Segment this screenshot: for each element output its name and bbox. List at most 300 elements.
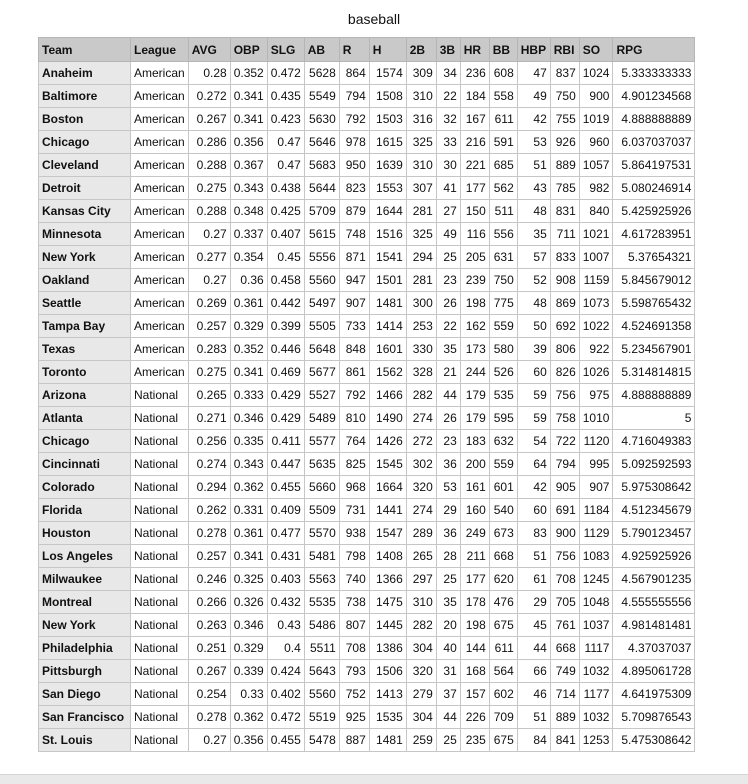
value-cell[interactable]: 0.425 [267, 200, 304, 223]
value-cell[interactable]: 0.399 [267, 315, 304, 338]
value-cell[interactable]: 0.341 [230, 108, 267, 131]
value-cell[interactable]: 25 [436, 246, 460, 269]
value-cell[interactable]: 1426 [369, 430, 406, 453]
value-cell[interactable]: 1386 [369, 637, 406, 660]
value-cell[interactable]: 0.278 [188, 706, 230, 729]
value-cell[interactable]: 5677 [304, 361, 339, 384]
value-cell[interactable]: 5643 [304, 660, 339, 683]
value-cell[interactable]: 5.598765432 [613, 292, 695, 315]
value-cell[interactable]: 0.356 [230, 131, 267, 154]
value-cell[interactable]: 198 [460, 292, 489, 315]
league-cell[interactable]: National [131, 407, 189, 430]
value-cell[interactable]: 0.267 [188, 108, 230, 131]
value-cell[interactable]: 685 [489, 154, 517, 177]
value-cell[interactable]: 5635 [304, 453, 339, 476]
value-cell[interactable]: 4.888888889 [613, 108, 695, 131]
value-cell[interactable]: 4.555555556 [613, 591, 695, 614]
value-cell[interactable]: 758 [550, 407, 579, 430]
value-cell[interactable]: 179 [460, 384, 489, 407]
value-cell[interactable]: 580 [489, 338, 517, 361]
team-cell[interactable]: Chicago [39, 430, 131, 453]
value-cell[interactable]: 476 [489, 591, 517, 614]
value-cell[interactable]: 711 [550, 223, 579, 246]
value-cell[interactable]: 864 [339, 62, 369, 85]
value-cell[interactable]: 1481 [369, 292, 406, 315]
value-cell[interactable]: 0.262 [188, 499, 230, 522]
value-cell[interactable]: 0.275 [188, 361, 230, 384]
value-cell[interactable]: 1019 [579, 108, 613, 131]
value-cell[interactable]: 281 [406, 200, 436, 223]
value-cell[interactable]: 167 [460, 108, 489, 131]
value-cell[interactable]: 1508 [369, 85, 406, 108]
value-cell[interactable]: 5481 [304, 545, 339, 568]
value-cell[interactable]: 0.263 [188, 614, 230, 637]
value-cell[interactable]: 4.716049383 [613, 430, 695, 453]
value-cell[interactable]: 708 [339, 637, 369, 660]
value-cell[interactable]: 33 [436, 131, 460, 154]
value-cell[interactable]: 0.278 [188, 522, 230, 545]
team-cell[interactable]: Montreal [39, 591, 131, 614]
value-cell[interactable]: 0.362 [230, 706, 267, 729]
value-cell[interactable]: 0.333 [230, 384, 267, 407]
value-cell[interactable]: 0.27 [188, 729, 230, 752]
value-cell[interactable]: 831 [550, 200, 579, 223]
value-cell[interactable]: 4.895061728 [613, 660, 695, 683]
value-cell[interactable]: 20 [436, 614, 460, 637]
value-cell[interactable]: 0.435 [267, 85, 304, 108]
value-cell[interactable]: 5556 [304, 246, 339, 269]
column-header-avg[interactable]: AVG [188, 38, 230, 62]
value-cell[interactable]: 810 [339, 407, 369, 430]
value-cell[interactable]: 48 [517, 292, 550, 315]
value-cell[interactable]: 6.037037037 [613, 131, 695, 154]
value-cell[interactable]: 310 [406, 591, 436, 614]
value-cell[interactable]: 289 [406, 522, 436, 545]
value-cell[interactable]: 0.254 [188, 683, 230, 706]
column-header-league[interactable]: League [131, 38, 189, 62]
value-cell[interactable]: 0.356 [230, 729, 267, 752]
value-cell[interactable]: 35 [436, 591, 460, 614]
value-cell[interactable]: 84 [517, 729, 550, 752]
value-cell[interactable]: 177 [460, 177, 489, 200]
value-cell[interactable]: 32 [436, 108, 460, 131]
value-cell[interactable]: 1481 [369, 729, 406, 752]
value-cell[interactable]: 5.864197531 [613, 154, 695, 177]
value-cell[interactable]: 64 [517, 453, 550, 476]
value-cell[interactable]: 908 [550, 269, 579, 292]
value-cell[interactable]: 0.325 [230, 568, 267, 591]
value-cell[interactable]: 0.257 [188, 315, 230, 338]
league-cell[interactable]: American [131, 315, 189, 338]
value-cell[interactable]: 1253 [579, 729, 613, 752]
value-cell[interactable]: 116 [460, 223, 489, 246]
value-cell[interactable]: 25 [436, 568, 460, 591]
team-cell[interactable]: Boston [39, 108, 131, 131]
value-cell[interactable]: 0.341 [230, 361, 267, 384]
value-cell[interactable]: 44 [517, 637, 550, 660]
team-cell[interactable]: Toronto [39, 361, 131, 384]
value-cell[interactable]: 5 [613, 407, 695, 430]
value-cell[interactable]: 5509 [304, 499, 339, 522]
value-cell[interactable]: 675 [489, 729, 517, 752]
value-cell[interactable]: 558 [489, 85, 517, 108]
value-cell[interactable]: 1574 [369, 62, 406, 85]
value-cell[interactable]: 785 [550, 177, 579, 200]
value-cell[interactable]: 1032 [579, 660, 613, 683]
value-cell[interactable]: 45 [517, 614, 550, 637]
value-cell[interactable]: 591 [489, 131, 517, 154]
value-cell[interactable]: 297 [406, 568, 436, 591]
value-cell[interactable]: 907 [339, 292, 369, 315]
column-header-r[interactable]: R [339, 38, 369, 62]
value-cell[interactable]: 511 [489, 200, 517, 223]
value-cell[interactable]: 675 [489, 614, 517, 637]
value-cell[interactable]: 960 [579, 131, 613, 154]
value-cell[interactable]: 731 [339, 499, 369, 522]
value-cell[interactable]: 51 [517, 706, 550, 729]
value-cell[interactable]: 1022 [579, 315, 613, 338]
value-cell[interactable]: 44 [436, 706, 460, 729]
value-cell[interactable]: 21 [436, 361, 460, 384]
value-cell[interactable]: 200 [460, 453, 489, 476]
value-cell[interactable]: 0.275 [188, 177, 230, 200]
value-cell[interactable]: 29 [436, 499, 460, 522]
team-cell[interactable]: Pittsburgh [39, 660, 131, 683]
value-cell[interactable]: 0.36 [230, 269, 267, 292]
column-header-3b[interactable]: 3B [436, 38, 460, 62]
value-cell[interactable]: 1547 [369, 522, 406, 545]
value-cell[interactable]: 905 [550, 476, 579, 499]
value-cell[interactable]: 1615 [369, 131, 406, 154]
value-cell[interactable]: 708 [550, 568, 579, 591]
value-cell[interactable]: 0.423 [267, 108, 304, 131]
value-cell[interactable]: 0.458 [267, 269, 304, 292]
value-cell[interactable]: 668 [489, 545, 517, 568]
value-cell[interactable]: 325 [406, 223, 436, 246]
league-cell[interactable]: American [131, 246, 189, 269]
value-cell[interactable]: 0.341 [230, 545, 267, 568]
value-cell[interactable]: 1021 [579, 223, 613, 246]
team-cell[interactable]: Kansas City [39, 200, 131, 223]
value-cell[interactable]: 0.361 [230, 522, 267, 545]
league-cell[interactable]: American [131, 361, 189, 384]
value-cell[interactable]: 826 [550, 361, 579, 384]
value-cell[interactable]: 35 [517, 223, 550, 246]
value-cell[interactable]: 752 [339, 683, 369, 706]
team-cell[interactable]: Philadelphia [39, 637, 131, 660]
value-cell[interactable]: 807 [339, 614, 369, 637]
value-cell[interactable]: 823 [339, 177, 369, 200]
value-cell[interactable]: 0.337 [230, 223, 267, 246]
value-cell[interactable]: 1441 [369, 499, 406, 522]
value-cell[interactable]: 0.329 [230, 637, 267, 660]
value-cell[interactable]: 559 [489, 315, 517, 338]
team-cell[interactable]: Cincinnati [39, 453, 131, 476]
value-cell[interactable]: 1503 [369, 108, 406, 131]
league-cell[interactable]: National [131, 499, 189, 522]
value-cell[interactable]: 526 [489, 361, 517, 384]
value-cell[interactable]: 235 [460, 729, 489, 752]
value-cell[interactable]: 761 [550, 614, 579, 637]
value-cell[interactable]: 302 [406, 453, 436, 476]
value-cell[interactable]: 274 [406, 499, 436, 522]
value-cell[interactable]: 5.234567901 [613, 338, 695, 361]
value-cell[interactable]: 5.092592593 [613, 453, 695, 476]
value-cell[interactable]: 244 [460, 361, 489, 384]
value-cell[interactable]: 1553 [369, 177, 406, 200]
value-cell[interactable]: 1466 [369, 384, 406, 407]
value-cell[interactable]: 150 [460, 200, 489, 223]
value-cell[interactable]: 0.343 [230, 453, 267, 476]
value-cell[interactable]: 1366 [369, 568, 406, 591]
value-cell[interactable]: 168 [460, 660, 489, 683]
value-cell[interactable]: 5630 [304, 108, 339, 131]
value-cell[interactable]: 0.267 [188, 660, 230, 683]
value-cell[interactable]: 540 [489, 499, 517, 522]
value-cell[interactable]: 806 [550, 338, 579, 361]
value-cell[interactable]: 1414 [369, 315, 406, 338]
value-cell[interactable]: 5.314814815 [613, 361, 695, 384]
value-cell[interactable]: 5644 [304, 177, 339, 200]
team-cell[interactable]: Los Angeles [39, 545, 131, 568]
value-cell[interactable]: 1048 [579, 591, 613, 614]
league-cell[interactable]: American [131, 338, 189, 361]
value-cell[interactable]: 0.33 [230, 683, 267, 706]
league-cell[interactable]: National [131, 453, 189, 476]
value-cell[interactable]: 889 [550, 706, 579, 729]
value-cell[interactable]: 59 [517, 384, 550, 407]
value-cell[interactable]: 162 [460, 315, 489, 338]
value-cell[interactable]: 775 [489, 292, 517, 315]
value-cell[interactable]: 5527 [304, 384, 339, 407]
column-header-so[interactable]: SO [579, 38, 613, 62]
value-cell[interactable]: 756 [550, 384, 579, 407]
value-cell[interactable]: 259 [406, 729, 436, 752]
value-cell[interactable]: 1516 [369, 223, 406, 246]
value-cell[interactable]: 239 [460, 269, 489, 292]
value-cell[interactable]: 178 [460, 591, 489, 614]
value-cell[interactable]: 1117 [579, 637, 613, 660]
value-cell[interactable]: 34 [436, 62, 460, 85]
value-cell[interactable]: 841 [550, 729, 579, 752]
value-cell[interactable]: 5646 [304, 131, 339, 154]
league-cell[interactable]: American [131, 292, 189, 315]
league-cell[interactable]: National [131, 660, 189, 683]
column-header-h[interactable]: H [369, 38, 406, 62]
value-cell[interactable]: 5660 [304, 476, 339, 499]
value-cell[interactable]: 562 [489, 177, 517, 200]
value-cell[interactable]: 0.446 [267, 338, 304, 361]
value-cell[interactable]: 0.331 [230, 499, 267, 522]
league-cell[interactable]: National [131, 430, 189, 453]
value-cell[interactable]: 5628 [304, 62, 339, 85]
league-cell[interactable]: American [131, 108, 189, 131]
column-header-ab[interactable]: AB [304, 38, 339, 62]
column-header-slg[interactable]: SLG [267, 38, 304, 62]
value-cell[interactable]: 611 [489, 108, 517, 131]
value-cell[interactable]: 5.975308642 [613, 476, 695, 499]
team-cell[interactable]: Arizona [39, 384, 131, 407]
column-header-obp[interactable]: OBP [230, 38, 267, 62]
value-cell[interactable]: 0.472 [267, 706, 304, 729]
value-cell[interactable]: 1535 [369, 706, 406, 729]
value-cell[interactable]: 31 [436, 660, 460, 683]
value-cell[interactable]: 274 [406, 407, 436, 430]
value-cell[interactable]: 1501 [369, 269, 406, 292]
value-cell[interactable]: 0.367 [230, 154, 267, 177]
league-cell[interactable]: American [131, 269, 189, 292]
column-header-bb[interactable]: BB [489, 38, 517, 62]
value-cell[interactable]: 792 [339, 384, 369, 407]
value-cell[interactable]: 0.27 [188, 223, 230, 246]
value-cell[interactable]: 53 [517, 131, 550, 154]
value-cell[interactable]: 1032 [579, 706, 613, 729]
value-cell[interactable]: 216 [460, 131, 489, 154]
value-cell[interactable]: 157 [460, 683, 489, 706]
value-cell[interactable]: 50 [517, 315, 550, 338]
value-cell[interactable]: 0.335 [230, 430, 267, 453]
value-cell[interactable]: 54 [517, 430, 550, 453]
value-cell[interactable]: 249 [460, 522, 489, 545]
value-cell[interactable]: 794 [550, 453, 579, 476]
value-cell[interactable]: 265 [406, 545, 436, 568]
value-cell[interactable]: 49 [436, 223, 460, 246]
value-cell[interactable]: 198 [460, 614, 489, 637]
league-cell[interactable]: National [131, 637, 189, 660]
value-cell[interactable]: 968 [339, 476, 369, 499]
value-cell[interactable]: 35 [436, 338, 460, 361]
column-header-team[interactable]: Team [39, 38, 131, 62]
team-cell[interactable]: Oakland [39, 269, 131, 292]
value-cell[interactable]: 1475 [369, 591, 406, 614]
value-cell[interactable]: 0.294 [188, 476, 230, 499]
value-cell[interactable]: 0.442 [267, 292, 304, 315]
value-cell[interactable]: 5486 [304, 614, 339, 637]
value-cell[interactable]: 1644 [369, 200, 406, 223]
league-cell[interactable]: National [131, 729, 189, 752]
value-cell[interactable]: 320 [406, 476, 436, 499]
value-cell[interactable]: 0.352 [230, 338, 267, 361]
value-cell[interactable]: 26 [436, 407, 460, 430]
value-cell[interactable]: 1083 [579, 545, 613, 568]
value-cell[interactable]: 950 [339, 154, 369, 177]
value-cell[interactable]: 4.37037037 [613, 637, 695, 660]
league-cell[interactable]: National [131, 568, 189, 591]
value-cell[interactable]: 221 [460, 154, 489, 177]
value-cell[interactable]: 879 [339, 200, 369, 223]
league-cell[interactable]: National [131, 522, 189, 545]
value-cell[interactable]: 0.28 [188, 62, 230, 85]
league-cell[interactable]: American [131, 177, 189, 200]
team-cell[interactable]: San Diego [39, 683, 131, 706]
value-cell[interactable]: 631 [489, 246, 517, 269]
value-cell[interactable]: 5.37654321 [613, 246, 695, 269]
value-cell[interactable]: 709 [489, 706, 517, 729]
league-cell[interactable]: National [131, 476, 189, 499]
value-cell[interactable]: 0.354 [230, 246, 267, 269]
value-cell[interactable]: 0.341 [230, 85, 267, 108]
value-cell[interactable]: 0.274 [188, 453, 230, 476]
value-cell[interactable]: 5560 [304, 269, 339, 292]
value-cell[interactable]: 29 [517, 591, 550, 614]
value-cell[interactable]: 43 [517, 177, 550, 200]
league-cell[interactable]: American [131, 223, 189, 246]
value-cell[interactable]: 750 [550, 85, 579, 108]
value-cell[interactable]: 211 [460, 545, 489, 568]
value-cell[interactable]: 0.361 [230, 292, 267, 315]
value-cell[interactable]: 5563 [304, 568, 339, 591]
league-cell[interactable]: National [131, 614, 189, 637]
value-cell[interactable]: 0.266 [188, 591, 230, 614]
value-cell[interactable]: 57 [517, 246, 550, 269]
value-cell[interactable]: 177 [460, 568, 489, 591]
value-cell[interactable]: 60 [517, 361, 550, 384]
value-cell[interactable]: 1024 [579, 62, 613, 85]
value-cell[interactable]: 1037 [579, 614, 613, 637]
value-cell[interactable]: 0.477 [267, 522, 304, 545]
value-cell[interactable]: 161 [460, 476, 489, 499]
value-cell[interactable]: 236 [460, 62, 489, 85]
value-cell[interactable]: 5.080246914 [613, 177, 695, 200]
value-cell[interactable]: 0.469 [267, 361, 304, 384]
value-cell[interactable]: 0.429 [267, 384, 304, 407]
value-cell[interactable]: 0.346 [230, 407, 267, 430]
league-cell[interactable]: American [131, 85, 189, 108]
team-cell[interactable]: Texas [39, 338, 131, 361]
value-cell[interactable]: 304 [406, 706, 436, 729]
team-cell[interactable]: Florida [39, 499, 131, 522]
value-cell[interactable]: 281 [406, 269, 436, 292]
value-cell[interactable]: 0.362 [230, 476, 267, 499]
value-cell[interactable]: 0.272 [188, 85, 230, 108]
value-cell[interactable]: 5549 [304, 85, 339, 108]
value-cell[interactable]: 907 [579, 476, 613, 499]
value-cell[interactable]: 1445 [369, 614, 406, 637]
value-cell[interactable]: 792 [339, 108, 369, 131]
value-cell[interactable]: 309 [406, 62, 436, 85]
value-cell[interactable]: 1010 [579, 407, 613, 430]
value-cell[interactable]: 608 [489, 62, 517, 85]
value-cell[interactable]: 975 [579, 384, 613, 407]
value-cell[interactable]: 179 [460, 407, 489, 430]
value-cell[interactable]: 0.271 [188, 407, 230, 430]
value-cell[interactable]: 756 [550, 545, 579, 568]
value-cell[interactable]: 0.246 [188, 568, 230, 591]
value-cell[interactable]: 5615 [304, 223, 339, 246]
value-cell[interactable]: 28 [436, 545, 460, 568]
value-cell[interactable]: 722 [550, 430, 579, 453]
value-cell[interactable]: 1408 [369, 545, 406, 568]
value-cell[interactable]: 51 [517, 545, 550, 568]
value-cell[interactable]: 602 [489, 683, 517, 706]
value-cell[interactable]: 887 [339, 729, 369, 752]
value-cell[interactable]: 4.925925926 [613, 545, 695, 568]
value-cell[interactable]: 51 [517, 154, 550, 177]
value-cell[interactable]: 282 [406, 614, 436, 637]
value-cell[interactable]: 184 [460, 85, 489, 108]
value-cell[interactable]: 42 [517, 108, 550, 131]
team-cell[interactable]: Baltimore [39, 85, 131, 108]
value-cell[interactable]: 282 [406, 384, 436, 407]
value-cell[interactable]: 748 [339, 223, 369, 246]
value-cell[interactable]: 1057 [579, 154, 613, 177]
value-cell[interactable]: 253 [406, 315, 436, 338]
value-cell[interactable]: 861 [339, 361, 369, 384]
value-cell[interactable]: 714 [550, 683, 579, 706]
value-cell[interactable]: 4.981481481 [613, 614, 695, 637]
value-cell[interactable]: 0.429 [267, 407, 304, 430]
team-cell[interactable]: New York [39, 246, 131, 269]
